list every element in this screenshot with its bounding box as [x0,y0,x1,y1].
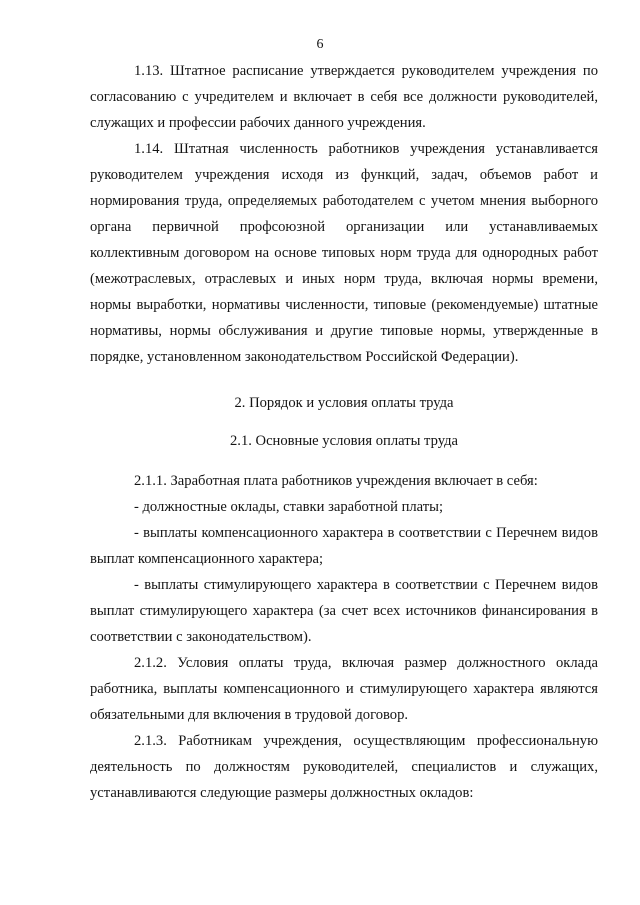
section-2-1-heading: 2.1. Основные условия оплаты труда [230,433,458,449]
list-item-compensation: - выплаты компенсационного характера в соответствии с Перечнем видов выплат компенсационного характера; [90,525,598,567]
paragraph-2-1-3: 2.1.3. Работникам учреждения, осуществляющим профессиональную деятельность по должностям руководителей, специалистов и служащих, устанавливаются следующие размеры должностных окладов: [90,733,598,801]
paragraph-2-1-2: 2.1.2. Условия оплаты труда, включая размер должностного оклада работника, выплаты компенсационного и стимулирующего характера являются обязательными для включения в трудовой договор. [90,655,598,723]
section-2-heading: 2. Порядок и условия оплаты труда [234,395,454,411]
paragraph-2-1-1: 2.1.1. Заработная плата работников учреждения включает в себя: [134,473,538,489]
list-item-incentive: - выплаты стимулирующего характера в соответствии с Перечнем видов выплат стимулирующего характера (за счет всех источников финансирования в соответствии с законодательством). [90,577,598,645]
paragraph-1-13: 1.13. Штатное расписание утверждается руководителем учреждения по согласованию с учредителем и включает в себя все должности руководителей, служащих и профессии рабочих данного учреждения. [90,63,598,131]
page-number: 6 [316,37,324,52]
list-item-salaries: - должностные оклады, ставки заработной платы; [134,499,444,515]
document-body [90,58,598,806]
paragraph-1-14: 1.14. Штатная численность работников учреждения устанавливается руководителем учреждения исходя из функций, задач, объемов работ и нормирования труда, определяемых работодателем с учетом мнения выборного органа первичной профсоюзной организации или устанавливаемых коллективным договором на основе типовых норм труда для однородных работ (межотраслевых, отраслевых и иных норм труда, включая нормы времени, нормы выработки, нормативы численности, типовые (рекомендуемые) штатные нормативы, нормы обслуживания и другие типовые нормы, утвержденные в порядке, установленном законодательством Российской Федерации). [90,141,598,365]
